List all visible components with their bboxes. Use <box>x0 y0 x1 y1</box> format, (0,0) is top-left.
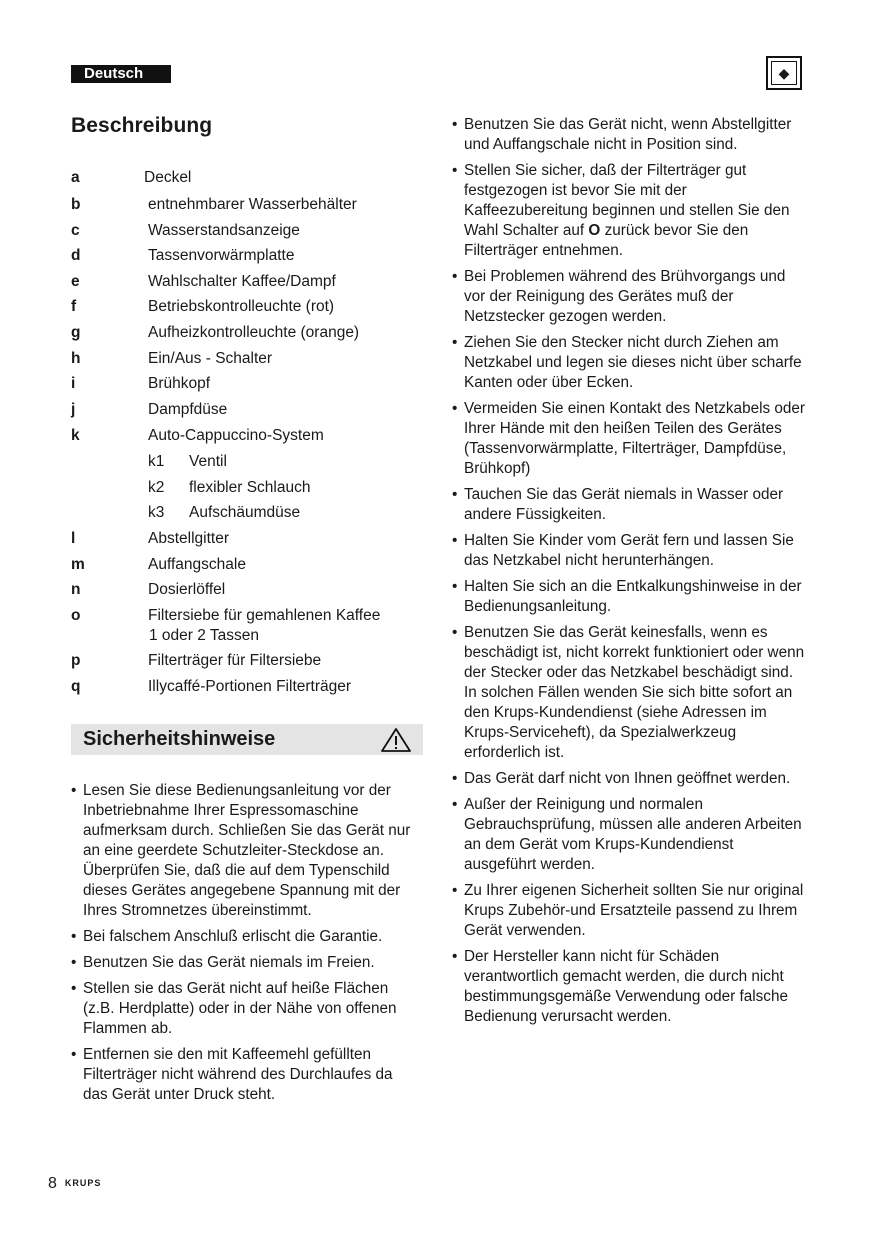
brand-logo: KRUPS <box>64 1178 102 1188</box>
nav-marker-box <box>766 56 802 90</box>
list-item: • Das Gerät darf nicht von Ihnen geöffnet werden. <box>452 770 791 787</box>
language-tag: Deutsch <box>71 65 171 83</box>
list-item: • Benutzen Sie das Gerät keinesfalls, wenn es beschädigt ist, nicht korrekt funktioniert oder wenn der Stecker oder das Netzkabel beschädigt sind. In solchen Fällen wenden Sie sich bitte sofort an den Krups-Kundendienst (siehe Adressen im Krups-Serviceheft), da Spezialwerkzeug erforderlich ist. <box>452 624 805 761</box>
list-item: • Bei falschem Anschluß erlischt die Garantie. <box>71 928 383 945</box>
warning-triangle-icon <box>380 727 412 753</box>
list-item: • Bei Problemen während des Brühvorgangs und vor der Reinigung des Gerätes muß der Netzstecker gezogen werden. <box>452 268 786 325</box>
list-item: • Benutzen Sie das Gerät nicht, wenn Abstellgitter und Auffangschale nicht in Position sind. <box>452 116 792 153</box>
list-item: • Außer der Reinigung und normalen Gebrauchsprüfung, müssen alle anderen Arbeiten an dem Gerät vom Krups-Kundendienst ausgeführt werden. <box>452 796 802 873</box>
safety-list-left <box>71 781 421 1111</box>
safety-section-header <box>71 724 423 755</box>
list-item: • Halten Sie sich an die Entkalkungshinweise in der Bedienungsanleitung. <box>452 578 802 615</box>
list-item: • Benutzen Sie das Gerät niemals im Freien. <box>71 954 375 971</box>
list-item: • Zu Ihrer eigenen Sicherheit sollten Sie nur original Krups Zubehör-und Ersatzteile passend zu Ihrem Gerät verwenden. <box>452 882 804 939</box>
list-item: • Stellen Sie sicher, daß der Filterträger gut festgezogen ist bevor Sie mit der Kaffeezubereitung beginnen und stellen Sie den Wahl Schalter auf O zurück bevor Sie den Filterträger entnehmen. <box>452 162 790 259</box>
description-title: Beschreibung <box>71 114 213 137</box>
list-item: • Stellen sie das Gerät nicht auf heiße Flächen (z.B. Herdplatte) oder in der Nähe von offenen Flammen ab. <box>71 980 397 1037</box>
list-item: • Lesen Sie diese Bedienungsanleitung vor der Inbetriebnahme Ihrer Espressomaschine aufmerksam durch. Schließen Sie das Gerät nur an eine geerdete Schutzleiter-Steckdose an. Überprüfen Sie, daß die auf dem Typenschild dieses Gerätes angegebene Spannung mit der Ihres Stromnetzes übereinstimmt. <box>71 782 411 919</box>
list-item: • Halten Sie Kinder vom Gerät fern und lassen Sie das Netzkabel nicht herunterhängen. <box>452 532 794 569</box>
page-number: 8 <box>48 1175 57 1192</box>
diamond-icon: ◆ <box>778 65 790 81</box>
page-footer <box>48 1175 101 1193</box>
list-item: • Ziehen Sie den Stecker nicht durch Ziehen am Netzkabel und legen sie dieses nicht über scharfe Kanten oder über Ecken. <box>452 334 802 391</box>
list-item: • Entfernen sie den mit Kaffeemehl gefüllten Filterträger nicht während des Durchlaufes da das Gerät unter Druck steht. <box>71 1046 393 1103</box>
safety-title: Sicherheitshinweise <box>83 728 276 750</box>
list-item: • Tauchen Sie das Gerät niemals in Wasser oder andere Füssigkeiten. <box>452 486 784 523</box>
list-item: • Der Hersteller kann nicht für Schäden verantwortlich gemacht werden, die durch nicht bestimmungsgemäße Verwendung oder falsche Bedienung verursacht werden. <box>452 948 788 1025</box>
list-item: • Vermeiden Sie einen Kontakt des Netzkabels oder Ihrer Hände mit den heißen Teilen des Gerätes (Tassenvorwärmplatte, Filterträger, Dampfdüse, Brühkopf) <box>452 400 805 477</box>
safety-list-right <box>452 115 807 1033</box>
